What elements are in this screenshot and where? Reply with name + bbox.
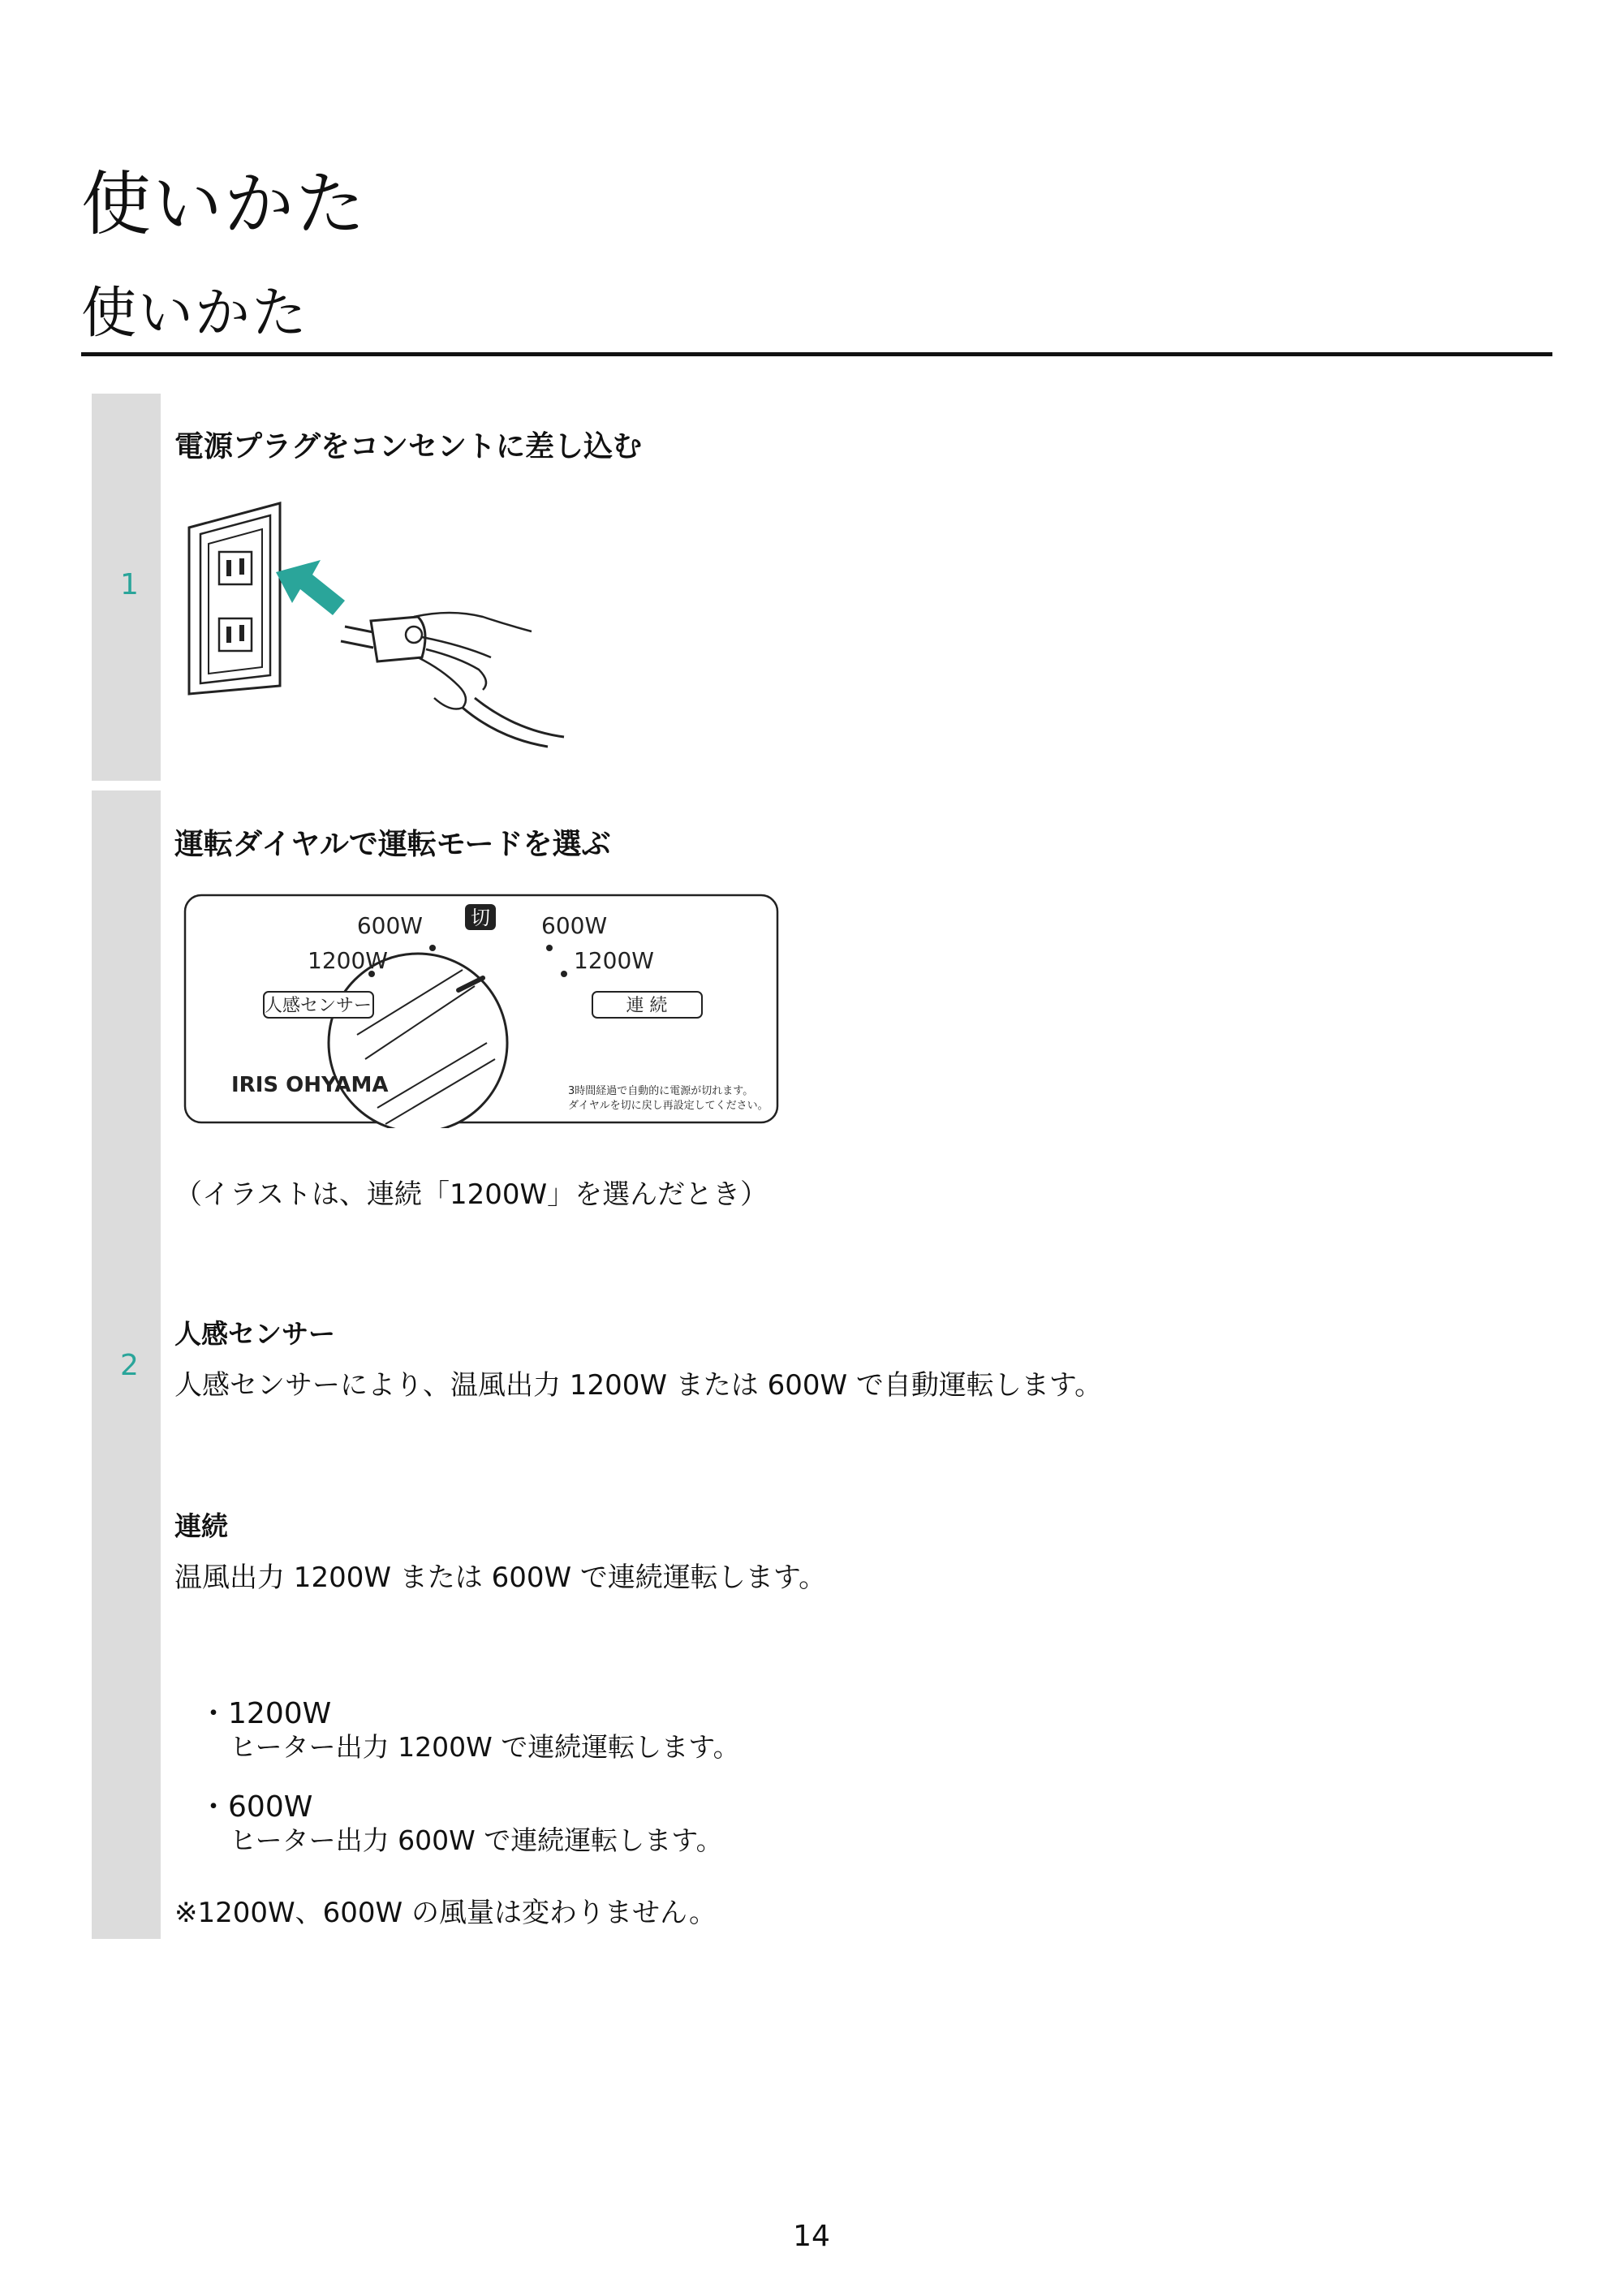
bullet-label: 600W — [228, 1790, 313, 1824]
dial-sensor-label: 人感センサー — [264, 996, 372, 1016]
operation-dial-illustration — [183, 893, 783, 1128]
section-title: 使いかた — [81, 282, 309, 346]
dial-continuous-label: 連 続 — [626, 996, 668, 1016]
illustration-caption: （イラストは、連続「1200W」を選んだとき） — [174, 1178, 768, 1211]
airflow-note: ※1200W、600W の風量は変わりません。 — [174, 1897, 717, 1929]
dial-note-line2: ダイヤルを切に戻し再設定してください。 — [568, 1100, 768, 1112]
step-1-number: 1 — [120, 568, 139, 601]
bullet-600w — [199, 1790, 723, 1857]
dial-left-1200: 1200W — [308, 947, 388, 974]
dial-right-600: 600W — [541, 912, 608, 939]
continuous-description: 温風出力 1200W または 600W で連続運転します。 — [174, 1562, 827, 1594]
brand-logo: IRIS OHYAMA — [231, 1073, 389, 1097]
sensor-description: 人感センサーにより、温風出力 1200W または 600W で自動運転します。 — [174, 1369, 1103, 1402]
page-title: 使いかた — [81, 164, 367, 245]
step-2-title: 運転ダイヤルで運転モードを選ぶ — [174, 828, 611, 861]
section-rule — [81, 352, 1552, 356]
page-number: 14 — [793, 2220, 830, 2253]
bullet-label: 1200W — [228, 1697, 332, 1730]
step-2-number: 2 — [120, 1349, 139, 1382]
bullet-dot: ・ — [199, 1790, 229, 1824]
dial-left-600: 600W — [356, 912, 423, 939]
bullet-text: ヒーター出力 600W で連続運転します。 — [230, 1824, 723, 1857]
sensor-heading: 人感センサー — [174, 1318, 335, 1350]
step-1-title: 電源プラグをコンセントに差し込む — [174, 430, 643, 463]
plug-outlet-illustration — [183, 495, 580, 755]
bullet-text: ヒーター出力 1200W で連続運転します。 — [230, 1731, 740, 1764]
dial-note-line1: 3時間経過で自動的に電源が切れます。 — [568, 1085, 754, 1097]
continuous-heading: 連続 — [174, 1510, 228, 1542]
dial-off-label: 切 — [471, 907, 490, 929]
bullet-1200w — [199, 1696, 740, 1764]
bullet-dot: ・ — [199, 1697, 229, 1730]
dial-right-1200: 1200W — [574, 947, 654, 974]
